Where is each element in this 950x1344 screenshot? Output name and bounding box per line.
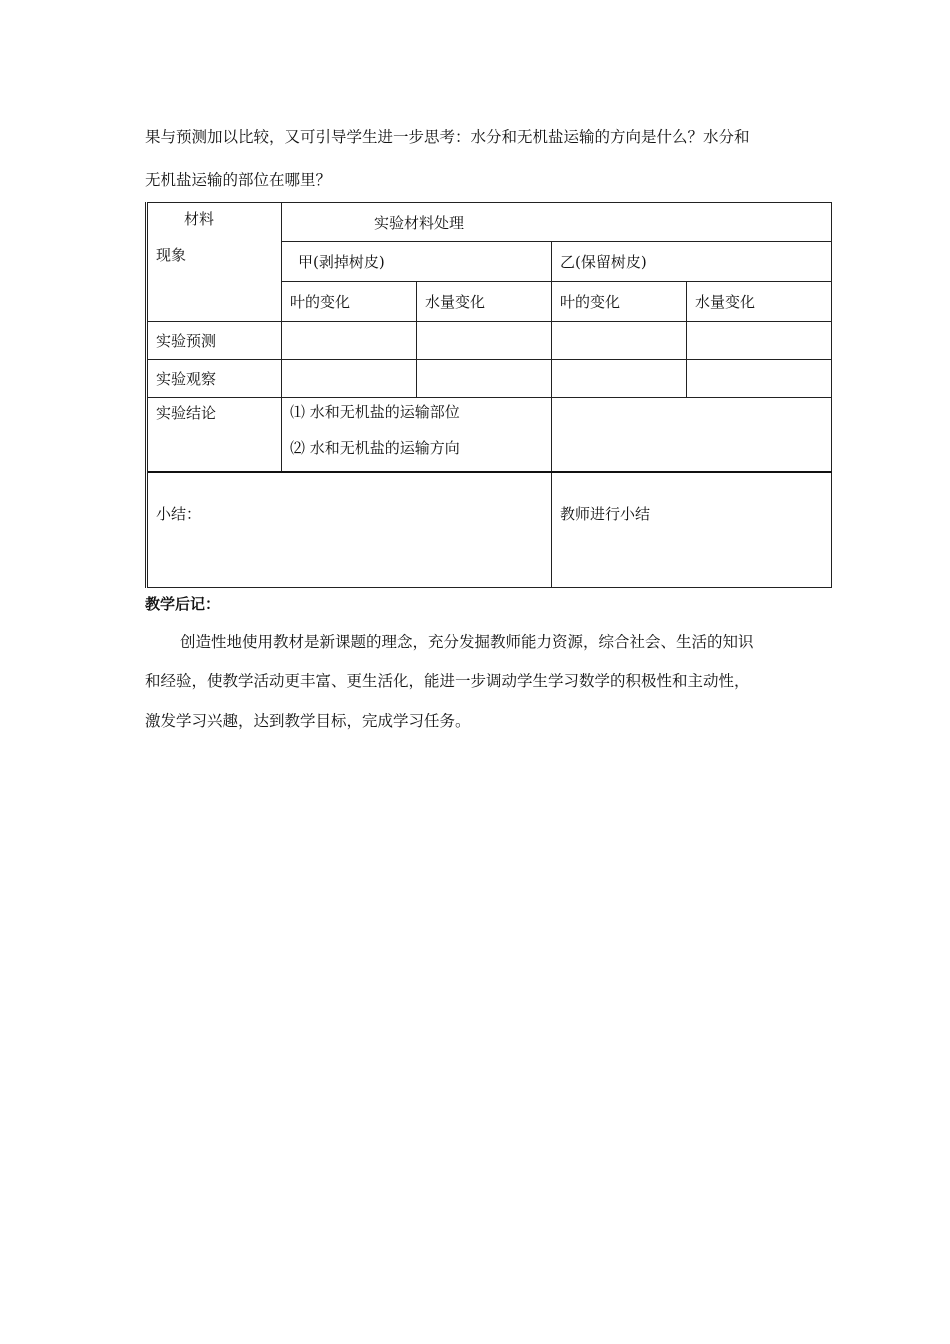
postscript-line-2: 和经验，使教学活动更丰富、更生活化，能进一步调动学生学习数学的积极性和主动性，: [145, 672, 750, 690]
conclusion-item-2: ⑵ 水和无机盐的运输方向: [290, 439, 460, 457]
prediction-a-leaf: [282, 322, 417, 360]
prediction-a-water: [417, 322, 552, 360]
treatment-header: 实验材料处理: [282, 203, 832, 242]
group-b-leaf-header: 叶的变化: [552, 282, 687, 322]
corner-phenomenon-label: 现象: [156, 246, 187, 264]
intro-line-1: 果与预测加以比较，又可引导学生进一步思考：水分和无机盐运输的方向是什么？水分和: [145, 128, 750, 146]
conclusion-item-1: ⑴ 水和无机盐的运输部位: [290, 403, 460, 421]
intro-line-2: 无机盐运输的部位在哪里？: [145, 171, 332, 189]
corner-header-cell: [147, 203, 282, 322]
row-prediction-label: 实验预测: [147, 322, 282, 360]
conclusion-empty-cell: [552, 398, 832, 472]
observation-a-water: [417, 360, 552, 398]
experiment-table: [145, 202, 832, 588]
group-a-header: 甲(剥掉树皮): [282, 242, 552, 282]
summary-label: 小结：: [147, 472, 552, 588]
observation-b-water: [687, 360, 832, 398]
table-row: [147, 398, 832, 472]
observation-a-leaf: [282, 360, 417, 398]
row-conclusion-label: 实验结论: [147, 398, 282, 472]
table-row: [147, 472, 832, 588]
summary-teacher: 教师进行小结: [552, 472, 832, 588]
table-row: [147, 360, 832, 398]
group-b-water-header: 水量变化: [687, 282, 832, 322]
prediction-b-water: [687, 322, 832, 360]
table-row: [147, 322, 832, 360]
group-a-water-header: 水量变化: [417, 282, 552, 322]
postscript-line-1: 创造性地使用教材是新课题的理念，充分发掘教师能力资源，综合社会、生活的知识: [180, 633, 754, 651]
postscript-line-3: 激发学习兴趣，达到教学目标，完成学习任务。: [145, 712, 471, 730]
conclusion-cell: [282, 398, 552, 472]
observation-b-leaf: [552, 360, 687, 398]
corner-material-label: 材料: [184, 210, 215, 228]
group-a-leaf-header: 叶的变化: [282, 282, 417, 322]
prediction-b-leaf: [552, 322, 687, 360]
group-b-header: 乙(保留树皮): [552, 242, 832, 282]
postscript-title: 教学后记：: [145, 595, 221, 613]
row-observation-label: 实验观察: [147, 360, 282, 398]
